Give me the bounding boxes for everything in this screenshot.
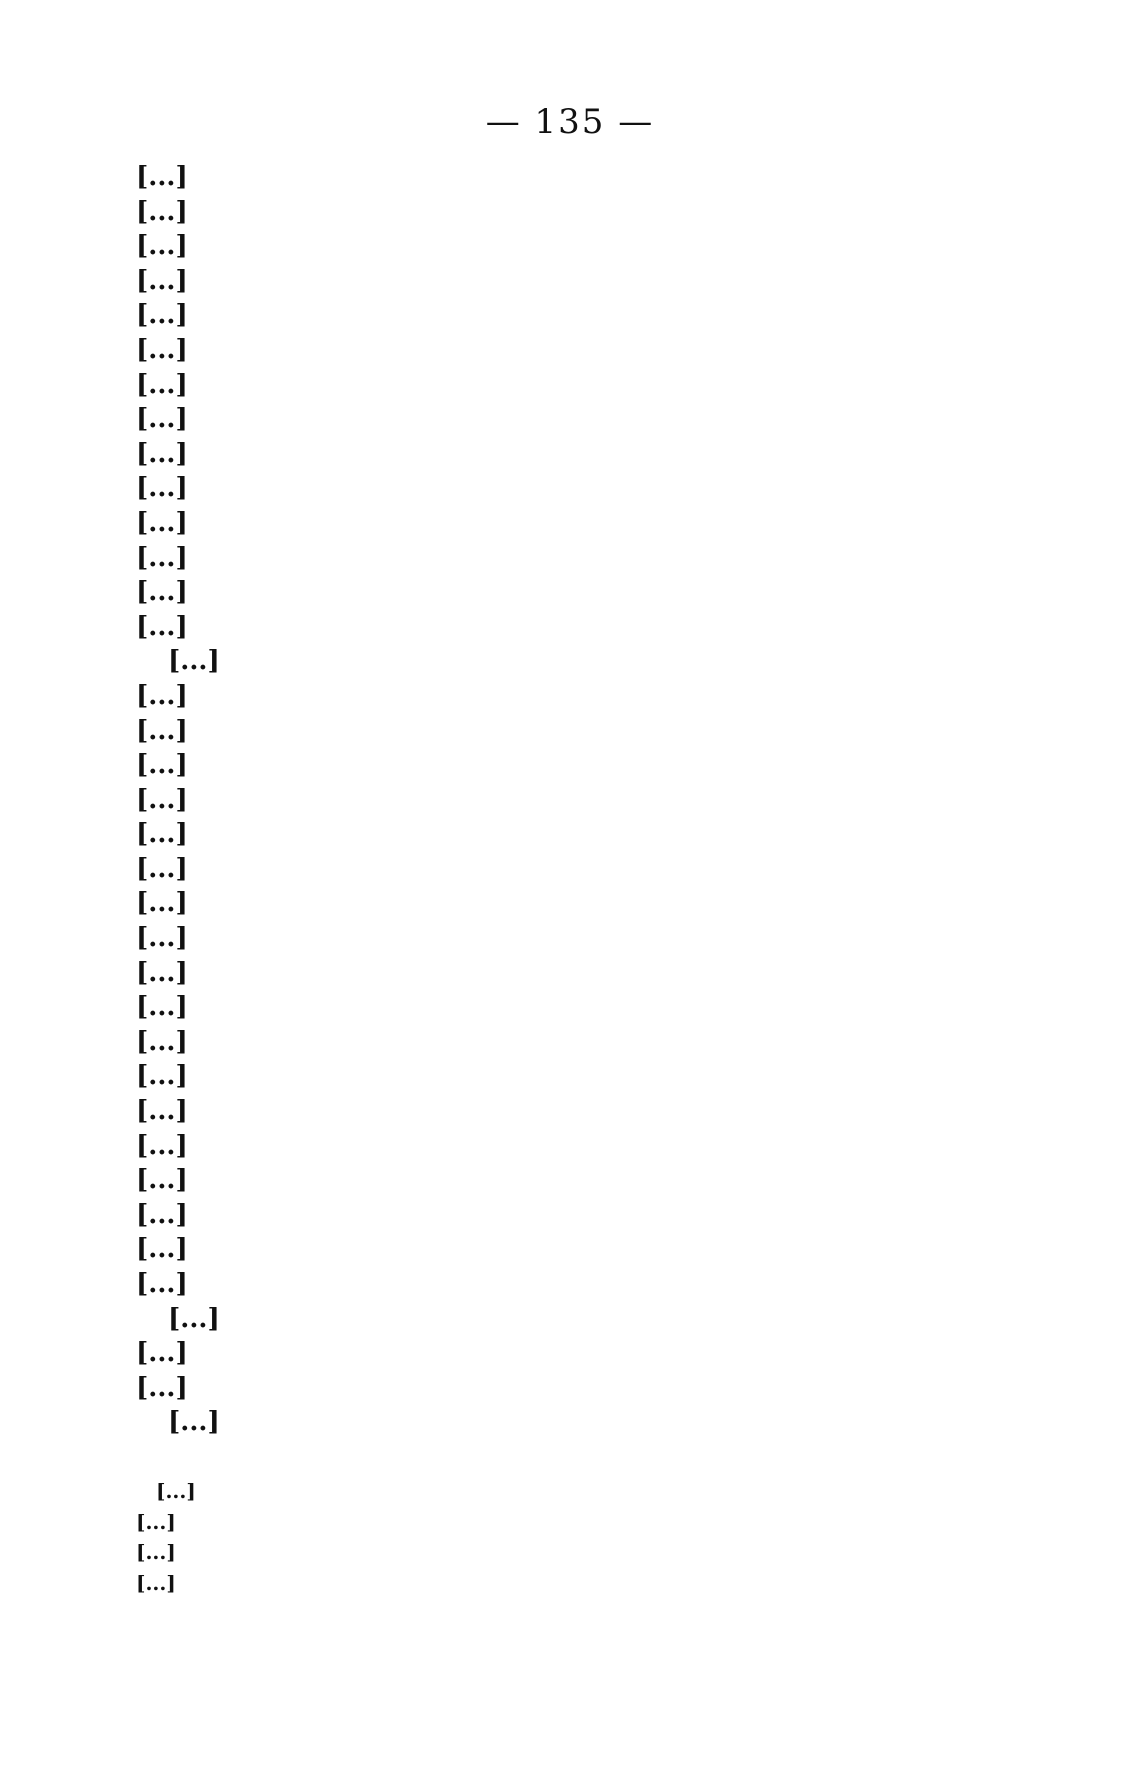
text-line: [...] [136,1130,188,1161]
paragraph-1 [136,160,1024,644]
text-line: [...] [136,369,188,400]
body-text [136,160,1024,1440]
footnote-line: [...] [136,1509,176,1534]
text-line: [...] [168,1303,220,1334]
footnote [136,1476,1024,1598]
text-line: [...] [136,1234,188,1265]
text-line: [...] [136,334,188,365]
text-line: [...] [136,300,188,331]
text-line: [...] [136,957,188,988]
text-line: [...] [136,265,188,296]
text-line: [...] [136,542,188,573]
paragraph-3 [136,1302,1024,1406]
text-line: [...] [136,1096,188,1127]
text-line: [...] [136,1338,188,1369]
text-line: [...] [136,1269,188,1299]
text-line: [...] [136,1199,188,1230]
text-line: [...] [136,715,188,746]
text-line: [...] [136,231,188,262]
text-line: [...] [136,853,188,884]
text-line: [...] [136,473,188,504]
text-line: [...] [136,507,188,538]
footnote-line: [...] [136,1540,176,1564]
text-line: [...] [136,819,188,850]
text-line: [...] [136,404,188,435]
paragraph-2 [136,644,1024,1301]
text-line: [...] [136,992,188,1023]
text-line: [...] [136,438,188,469]
text-line: [...] [136,680,188,711]
text-line: [...] [136,1372,188,1403]
text-line: [...] [136,196,188,227]
text-line: [...] [136,750,188,781]
text-line: [...] [136,1165,188,1196]
page-number: — 135 — [485,102,655,142]
text-line: [...] [136,577,188,608]
paragraph-4 [136,1405,1024,1440]
text-line: [...] [168,1407,220,1438]
text-line: [...] [136,784,188,815]
text-line: [...] [136,923,188,954]
footnote-line: [...] [156,1479,196,1503]
text-line: [...] [136,611,188,642]
text-line: [...] [136,1061,188,1092]
text-line: [...] [168,646,220,677]
text-line: [...] [136,1026,188,1057]
text-line: [...] [136,888,188,919]
footnote-line: [...] [136,1570,176,1595]
text-line: [...] [136,162,188,192]
